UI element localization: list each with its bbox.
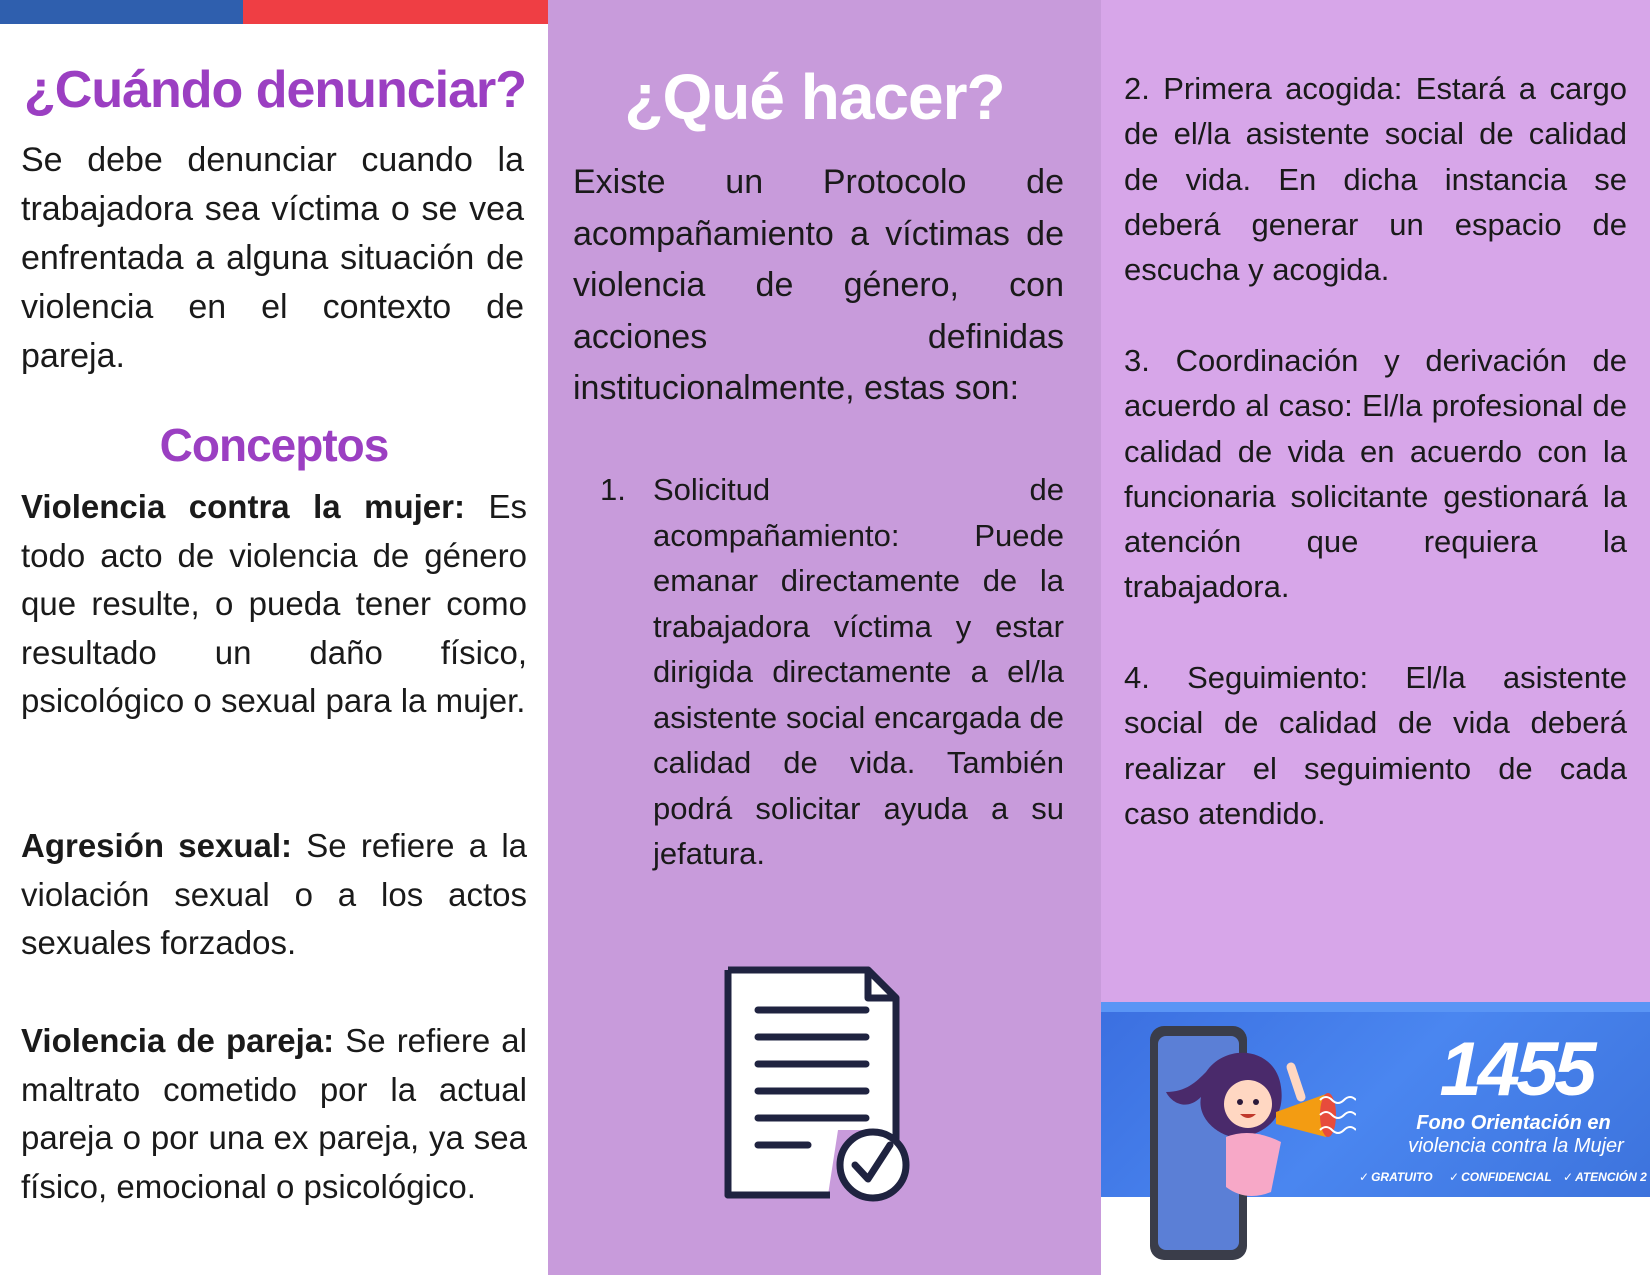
when-to-report-title: ¿Cuándo denunciar?	[24, 61, 526, 119]
check-icon: ✓	[1449, 1170, 1460, 1184]
concept-term: Agresión sexual:	[21, 827, 293, 864]
concept-definition: Es todo acto de violencia de género que resulte, o pueda tener como resultado un daño físico, psicológico o sexual para la mujer.	[21, 488, 528, 719]
protocol-step-3: 3. Coordinación y derivación de acuerdo al caso: El/la profesional de calidad de vida en acuerdo con la funcionaria solicitante gestionará la atención que requiera la trabajadora.	[1124, 343, 1627, 605]
concept-definition: Se refiere a la violación sexual o a los actos sexuales forzados.	[21, 827, 527, 961]
check-icon: ✓	[1563, 1170, 1574, 1184]
protocol-step-4: 4. Seguimiento: El/la asistente social de calidad de vida deberá realizar el seguimiento de cada caso atendido.	[1124, 660, 1627, 831]
badge-confidential: ✓ CONFIDENCIAL	[1449, 1170, 1552, 1184]
badge-attention: ✓ ATENCIÓN 2	[1563, 1170, 1647, 1184]
protocol-intro-text: Existe un Protocolo de acompañamiento a víctimas de violencia de género, con acciones definidas institucionalmente, estas son:	[573, 163, 1064, 407]
right-panel	[1101, 0, 1650, 1275]
concept-term: Violencia de pareja:	[21, 1022, 335, 1059]
concept-definition: Se refiere al maltrato cometido por la actual pareja o por una ex pareja, ya sea físico, emocional o psicológico.	[21, 1022, 527, 1205]
banner-top-stripe	[1101, 1002, 1650, 1012]
concepts-title: Conceptos	[159, 419, 389, 471]
concept-sexual-aggression	[21, 822, 527, 968]
hotline-banner	[1101, 1002, 1650, 1275]
step-text: Solicitud de acompañamiento: Puede emanar directamente de la trabajadora víctima y estar dirigida directamente a el/la asistente social encargada de calidad de vida. También podrá solicitar ayuda a su jefatura.	[653, 472, 1064, 871]
protocol-step-1	[600, 467, 1064, 877]
protocol-step-2: 2. Primera acogida: Estará a cargo de el/la asistente social de calidad de vida. En dicha instancia se deberá generar un espacio de escucha y acogida.	[1124, 71, 1627, 288]
flag-stripe-blue	[0, 0, 243, 24]
document-check-icon	[718, 965, 918, 1205]
middle-panel	[548, 0, 1101, 1275]
when-to-report-text: Se debe denunciar cuando la trabajadora sea víctima o se vea enfrentada a alguna situación de violencia en el contexto de pareja.	[21, 141, 524, 375]
check-icon: ✓	[1359, 1170, 1370, 1184]
flag-stripe-red	[243, 0, 548, 24]
hotline-title-line1: Fono Orientación en	[1416, 1112, 1611, 1134]
hotline-title-line2: violencia contra la Mujer	[1408, 1135, 1624, 1157]
hotline-number: 1455	[1439, 1027, 1593, 1112]
concept-partner-violence	[21, 1017, 527, 1211]
badge-free: ✓ GRATUITO	[1359, 1170, 1433, 1184]
sound-waves-icon	[1316, 1090, 1356, 1140]
what-to-do-title: ¿Qué hacer?	[624, 61, 1005, 133]
concept-term: Violencia contra la mujer:	[21, 488, 465, 525]
concept-violence-against-women	[21, 483, 527, 726]
left-panel	[0, 0, 548, 1275]
step-number: 1.	[600, 472, 626, 507]
